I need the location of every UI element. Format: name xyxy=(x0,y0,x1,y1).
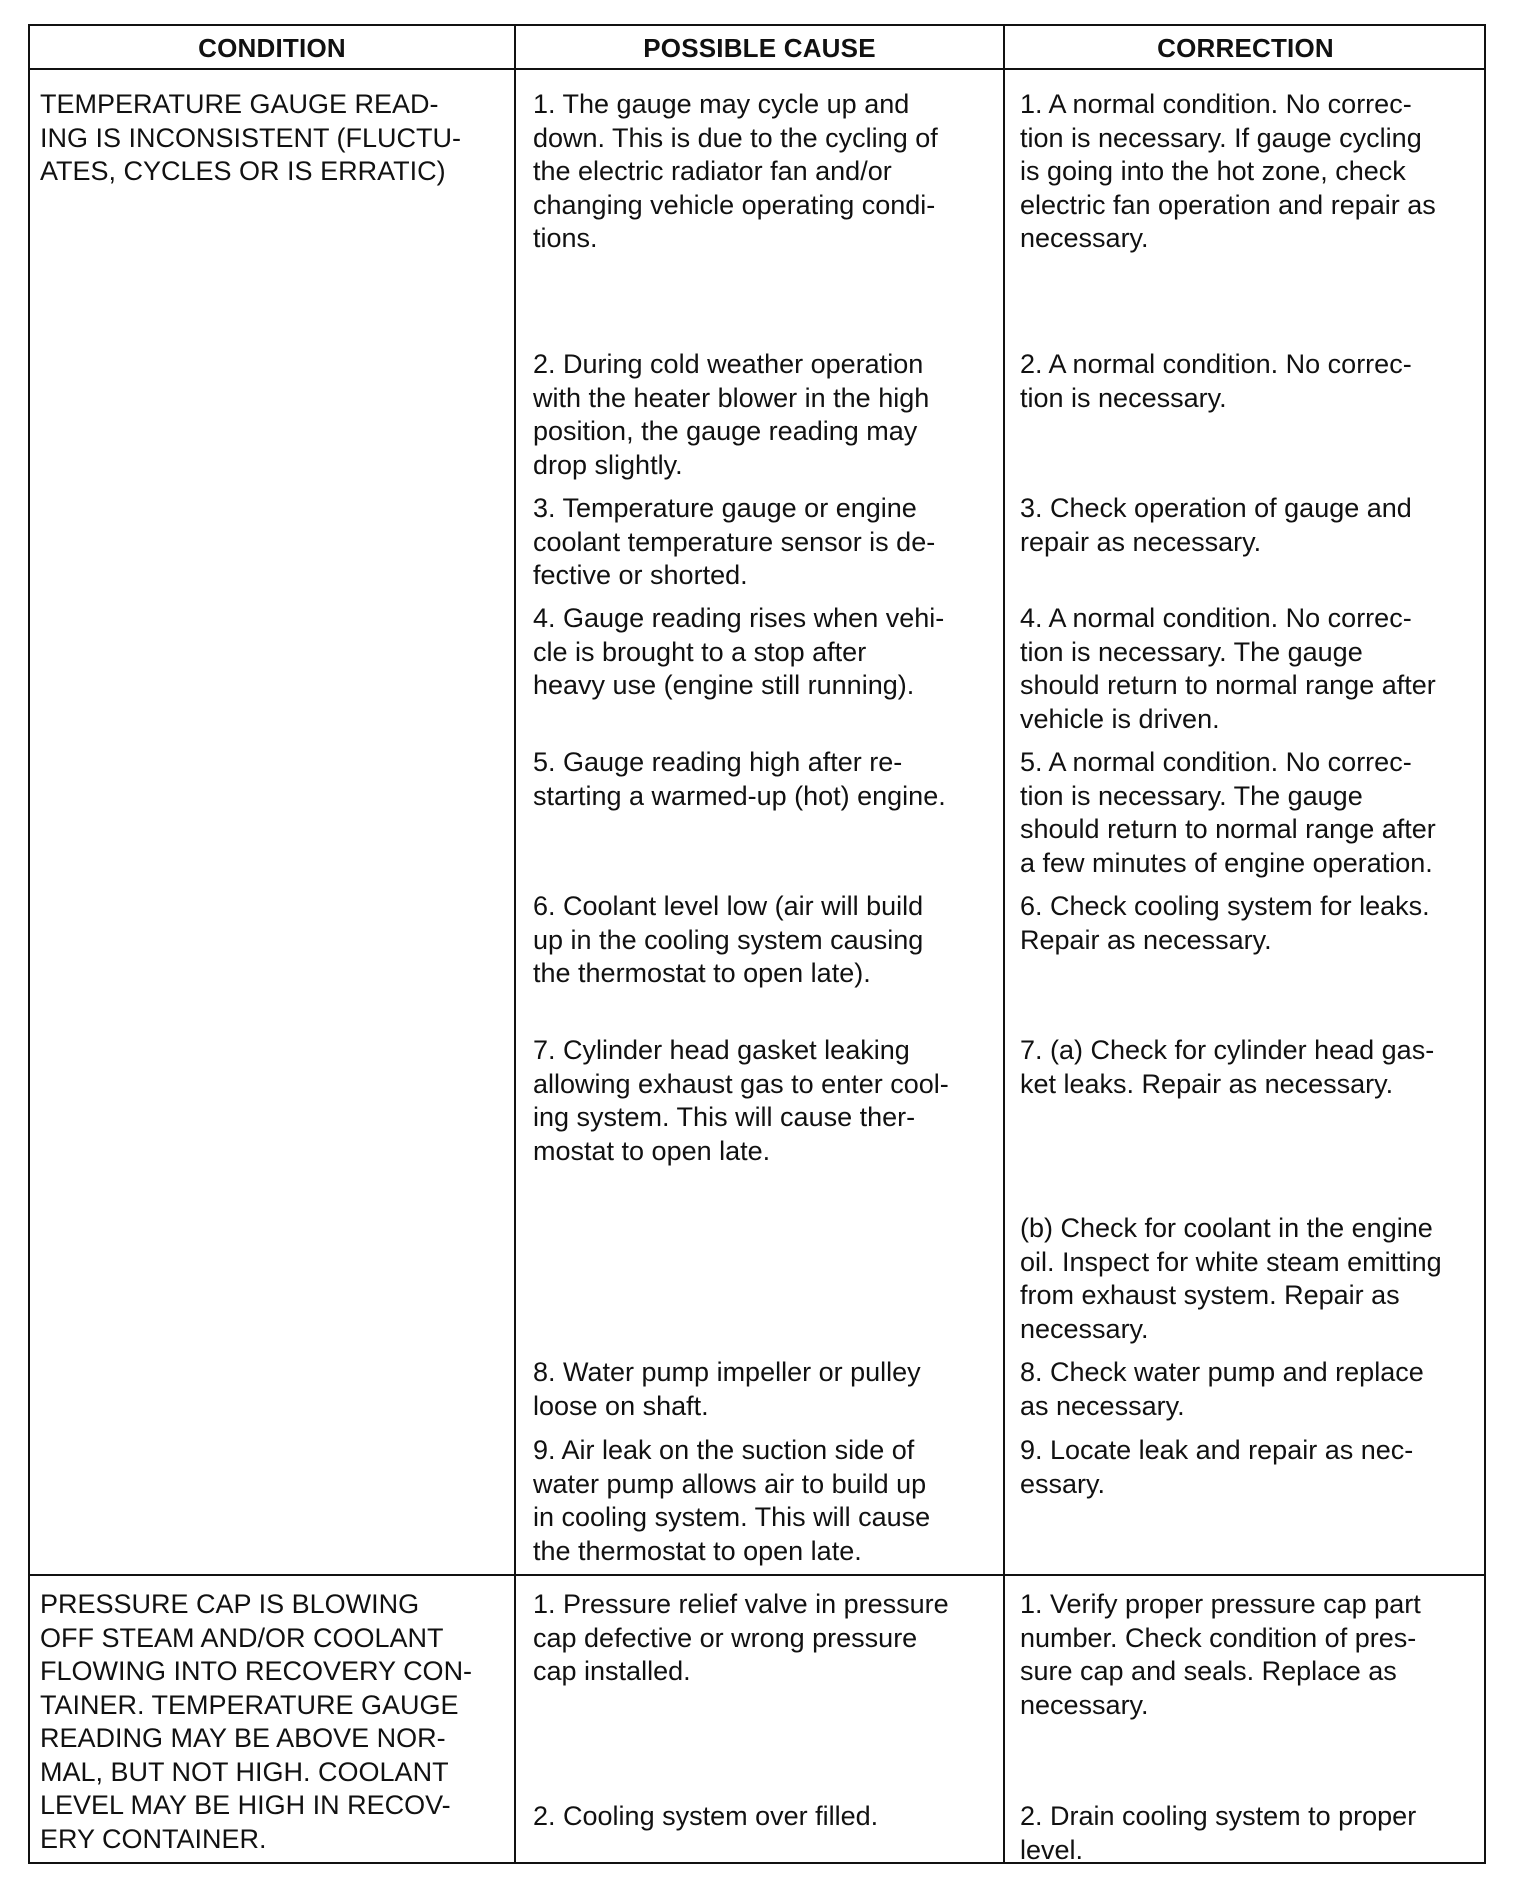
cause-item: 1. Pressure relief valve in pressure cap defective or wrong pressure cap installed. xyxy=(533,1589,949,1686)
cause-item: 5. Gauge reading high after re- starting a warmed-up (hot) engine. xyxy=(533,747,946,811)
correction-item: 2. A normal condition. No correc- tion is necessary. xyxy=(1020,349,1412,413)
correction-item: 1. A normal condition. No correc- tion is necessary. If gauge cycling is going into the hot zone, check electric fan operation and repair as necessary. xyxy=(1020,89,1436,253)
column-divider xyxy=(1003,26,1005,1862)
condition-pressure-cap: PRESSURE CAP IS BLOWING OFF STEAM AND/OR COOLANT FLOWING INTO RECOVERY CON- TAINER. TEMPERATURE GAUGE READING MAY BE ABOVE NOR- MAL, BUT NOT HIGH. COOLANT LEVEL MAY BE HIGH IN RECOV- ERY CONTAINER. xyxy=(40,1589,473,1854)
correction-item: 1. Verify proper pressure cap part number. Check condition of pres- sure cap and seals. Replace as necessary. xyxy=(1020,1589,1421,1720)
cause-item: 3. Temperature gauge or engine coolant temperature sensor is de- fective or shorted. xyxy=(533,493,936,590)
correction-item: 7. (a) Check for cylinder head gas- ket leaks. Repair as necessary. xyxy=(1020,1035,1435,1099)
correction-item: (b) Check for coolant in the engine oil. Inspect for white steam emitting from exhaust system. Repair as necessary. xyxy=(1020,1213,1442,1344)
column-divider xyxy=(514,26,516,1862)
header-condition: CONDITION xyxy=(198,33,346,63)
cause-item: 2. During cold weather operation with the heater blower in the high position, the gauge reading may drop slightly. xyxy=(533,349,930,480)
header-correction: CORRECTION xyxy=(1157,33,1334,63)
condition-temperature-gauge: TEMPERATURE GAUGE READ- ING IS INCONSISTENT (FLUCTU- ATES, CYCLES OR IS ERRATIC) xyxy=(40,89,462,186)
row-divider xyxy=(30,1574,1484,1576)
correction-item: 6. Check cooling system for leaks. Repair as necessary. xyxy=(1020,891,1430,955)
correction-item: 5. A normal condition. No correc- tion is necessary. The gauge should return to normal range after a few minutes of engine operation. xyxy=(1020,747,1436,878)
correction-item: 4. A normal condition. No correc- tion is necessary. The gauge should return to normal range after vehicle is driven. xyxy=(1020,603,1436,734)
correction-item: 9. Locate leak and repair as nec- essary. xyxy=(1020,1435,1414,1499)
cause-item: 2. Cooling system over filled. xyxy=(533,1801,879,1831)
correction-item: 3. Check operation of gauge and repair as necessary. xyxy=(1020,493,1412,557)
cause-item: 1. The gauge may cycle up and down. This is due to the cycling of the electric radiator fan and/or changing vehicle operating condi- tions. xyxy=(533,89,938,253)
cause-item: 7. Cylinder head gasket leaking allowing exhaust gas to enter cool- ing system. This will cause ther- mostat to open late. xyxy=(533,1035,949,1166)
cause-item: 6. Coolant level low (air will build up in the cooling system causing the thermostat to open late). xyxy=(533,891,924,988)
cause-item: 8. Water pump impeller or pulley loose on shaft. xyxy=(533,1357,921,1421)
header-possible-cause: POSSIBLE CAUSE xyxy=(643,33,876,63)
correction-item: 2. Drain cooling system to proper level. xyxy=(1020,1801,1417,1865)
correction-item: 8. Check water pump and replace as necessary. xyxy=(1020,1357,1424,1421)
diagnosis-table xyxy=(28,24,1486,1864)
cause-item: 4. Gauge reading rises when vehi- cle is brought to a stop after heavy use (engine still running). xyxy=(533,603,945,700)
cause-item: 9. Air leak on the suction side of water pump allows air to build up in cooling system. This will cause the thermostat to open late. xyxy=(533,1435,931,1566)
